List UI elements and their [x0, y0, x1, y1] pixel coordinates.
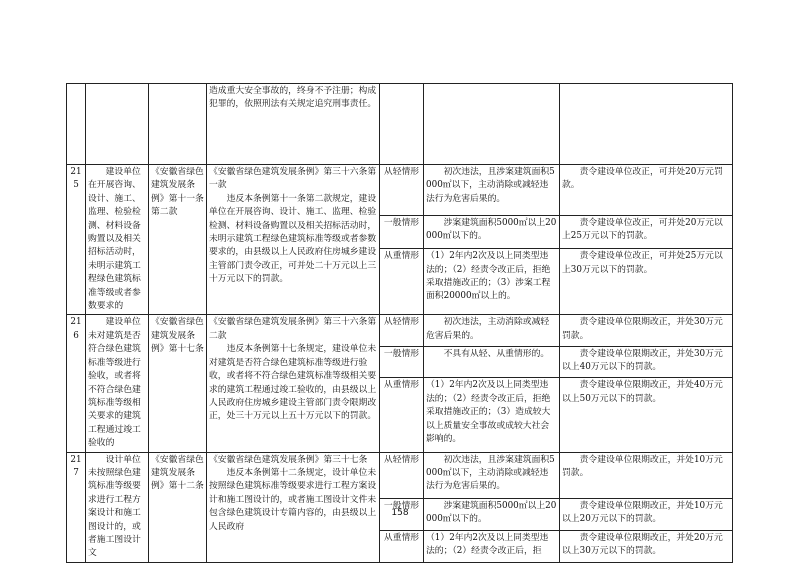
illegal-behavior-cell: 建设单位未对建筑是否符合绿色建筑标准等级进行验收，或者将不符合绿色建筑标准等级相关要求的建筑工程通过竣工验收的 — [86, 315, 149, 452]
penalty-standard: 责令建设单位限期改正，并处20万元以上30万元以下的罚款。 — [560, 530, 733, 562]
penalty-standard: 责令建设单位改正，可并处20万元以上25万元以下的罚款。 — [560, 215, 733, 249]
penalty-basis-cell: 《安徽省绿色建筑发展条例》第三十六条第二款 违反本条例第十七条规定，建设单位未对建筑是否符合绿色建筑标准等级进行验收，或者将不符合绿色建筑标准等级相关要求的建筑工程通过竣工验收的，由县级以上人民政府住房城乡建设主管部门责令限期改正，处三十万元以上五十万元以下的罚款。 — [207, 315, 380, 452]
penalty-discretion-table — [66, 83, 733, 563]
table-row — [67, 452, 733, 498]
penalty-standard: 责令建设单位限期改正，并处10万元罚款。 — [560, 452, 733, 498]
row-number: 217 — [67, 452, 86, 562]
circumstance-label: 从轻情形 — [380, 452, 424, 498]
circumstance-description: 不具有从轻、从重情形的。 — [424, 346, 560, 378]
penalty-standard: 责令建设单位改正，可并处20万元罚款。 — [560, 165, 733, 216]
circumstance-label: 一般情形 — [380, 346, 424, 378]
circumstance-label: 从重情形 — [380, 249, 424, 315]
penalty-basis-cell: 《安徽省绿色建筑发展条例》第三十七条 违反本条例第十二条规定，设计单位未按照绿色建筑标准等级要求进行工程方案设计和施工图设计的，或者施工图设计文件未包含绿色建筑设计专篇内容的，由县级以上人民政府 — [207, 452, 380, 562]
circumstance-description: 初次违法，且涉案建筑面积5000㎡以下，主动消除或减轻违法行为危害后果的。 — [424, 452, 560, 498]
row-number: 216 — [67, 315, 86, 452]
circumstance-label: 从重情形 — [380, 378, 424, 452]
page-number: 158 — [391, 508, 409, 518]
circumstance-description: （1）2年内2次及以上同类型违法的；（2）经责令改正后，拒绝采取措施改正的；（3）造成较大以上质量安全事故或成较大社会影响的。 — [424, 378, 560, 452]
circumstance-label: 从轻情形 — [380, 165, 424, 216]
basis-cell: 造成重大安全事故的，终身不予注册；构成犯罪的，依照刑法有关规定追究刑事责任。 — [207, 84, 380, 165]
penalty-standard: 责令建设单位限期改正，并处30万元罚款。 — [560, 315, 733, 347]
legal-basis-cell: 《安徽省绿色建筑发展条例》第十一条第二款 — [149, 165, 207, 315]
circumstance-label: 一般情形 — [380, 498, 424, 530]
penalty-basis-cell: 《安徽省绿色建筑发展条例》第三十六条第一款 违反本条例第十一条第二款规定，建设单位在开展咨询、设计、施工、监理、检验检测、材料设备购置以及相关招标活动时，未明示建筑工程绿色建筑标准等级或者参数要求的，由县级以上人民政府住房城乡建设主管部门责令改正，可并处二十万元以上三十万元以下的罚款。 — [207, 165, 380, 315]
penalty-standard: 责令建设单位限期改正，并处10万元以上20万元以下的罚款。 — [560, 498, 733, 530]
circumstance-description: 初次违法，主动消除或减轻危害后果的。 — [424, 315, 560, 347]
illegal-behavior-cell: 设计单位未按照绿色建筑标准等级要求进行工程方案设计和施工图设计的，或者施工图设计文 — [86, 452, 149, 562]
table-row-continued — [67, 84, 733, 165]
circumstance-description: 涉案建筑面积5000㎡以上20000㎡以下的。 — [424, 498, 560, 530]
illegal-behavior-cell: 建设单位在开展咨询、设计、施工、监理、检验检测、材料设备购置以及相关招标活动时，未明示建筑工程绿色建筑标准等级或者参数要求的 — [86, 165, 149, 315]
table-row — [67, 315, 733, 347]
penalty-standard: 责令建设单位限期改正，并处30万元以上40万元以下的罚款。 — [560, 346, 733, 378]
legal-basis-cell: 《安徽省绿色建筑发展条例》第十七条 — [149, 315, 207, 452]
circumstance-label: 从重情形 — [380, 530, 424, 562]
circumstance-description: 初次违法，且涉案建筑面积5000㎡以下，主动消除或减轻违法行为危害后果的。 — [424, 165, 560, 216]
row-number: 215 — [67, 165, 86, 315]
penalty-standard: 责令建设单位改正，可并处25万元以上30万元以下的罚款。 — [560, 249, 733, 315]
penalty-standard: 责令建设单位限期改正，并处40万元以上50万元以下的罚款。 — [560, 378, 733, 452]
circumstance-label: 一般情形 — [380, 215, 424, 249]
circumstance-description: （1）2年内2次及以上同类型违法的；（2）经责令改正后，拒绝采取措施改正的；（3）涉案工程面积20000㎡以上的。 — [424, 249, 560, 315]
circumstance-description: 涉案建筑面积5000㎡以上20000㎡以下的。 — [424, 215, 560, 249]
circumstance-description: （1）2年内2次及以上同类型违法的；（2）经责令改正后，拒 — [424, 530, 560, 562]
circumstance-label: 从轻情形 — [380, 315, 424, 347]
table-row — [67, 165, 733, 216]
legal-basis-cell: 《安徽省绿色建筑发展条例》第十二条 — [149, 452, 207, 562]
